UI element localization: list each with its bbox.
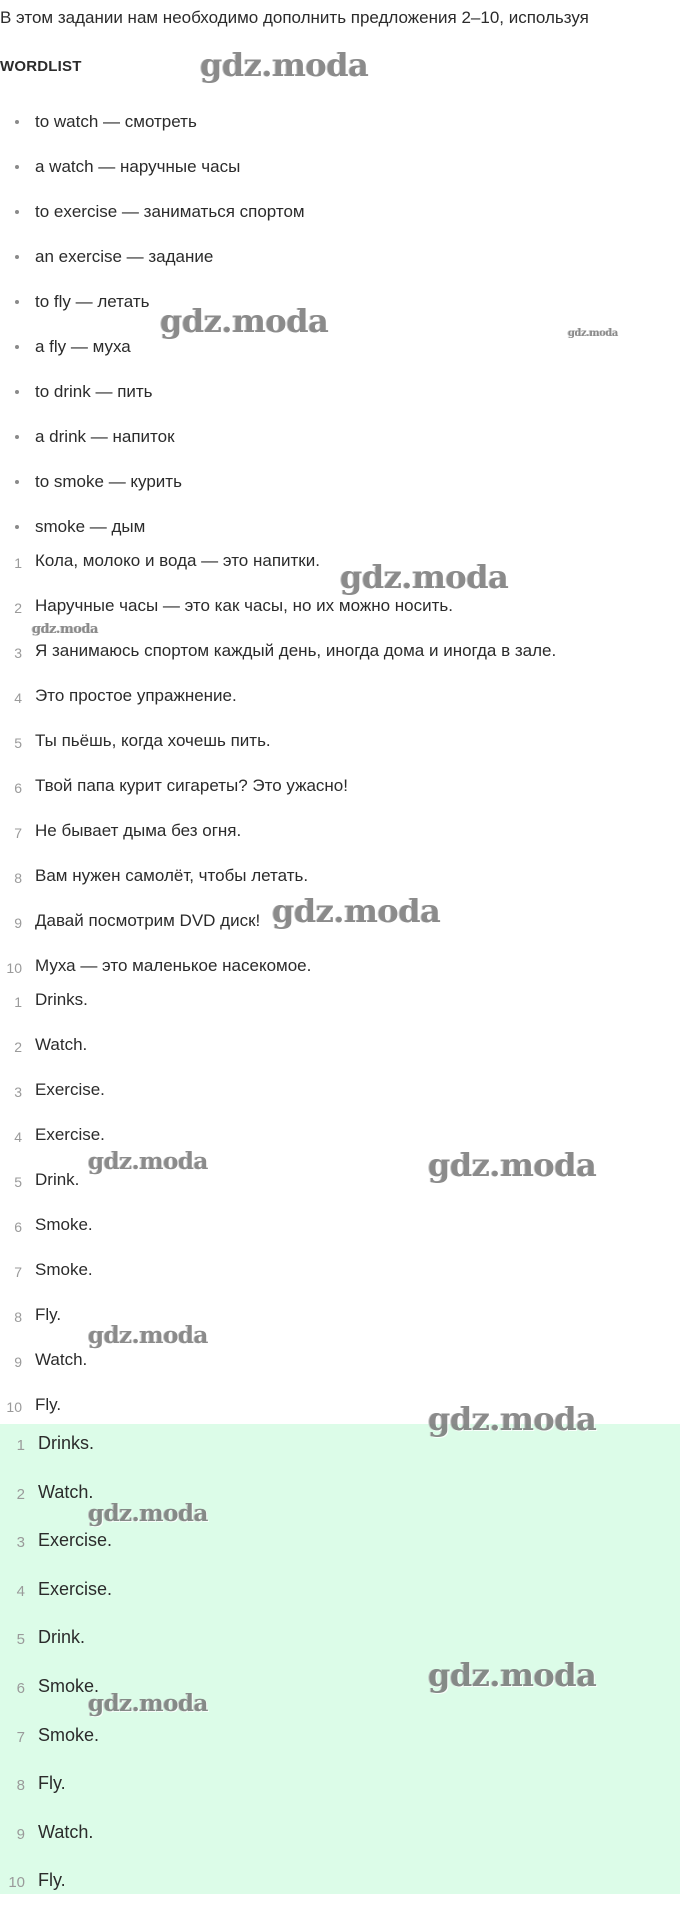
bullet-icon [15,525,19,529]
watermark: gdz.moda [88,1500,208,1527]
watermark: gdz.moda [88,1690,208,1717]
bullet-icon [15,120,19,124]
bullet-icon [15,210,19,214]
watermark: gdz.moda [88,1322,208,1349]
watermark: gdz.moda [568,328,618,339]
bullet-icon [15,300,19,304]
watermark: gdz.moda [428,1656,597,1694]
bullet-icon [15,435,19,439]
bullet-icon [15,345,19,349]
watermark: gdz.moda [340,558,509,596]
bullet-icon [15,165,19,169]
watermark: gdz.moda [428,1400,597,1438]
watermark: gdz.moda [160,302,329,340]
watermark: gdz.moda [88,1148,208,1175]
watermark: gdz.moda [32,622,99,637]
bullet-icon [15,390,19,394]
intro-text: В этом задании нам необходимо дополнить предложения 2–10, используя [0,8,589,27]
watermark: gdz.moda [428,1146,597,1184]
watermark: gdz.moda [272,892,441,930]
bullet-icon [15,480,19,484]
watermark: gdz.moda [200,46,369,84]
bullet-icon [15,255,19,259]
wordlist-title: WORDLIST [0,58,82,75]
